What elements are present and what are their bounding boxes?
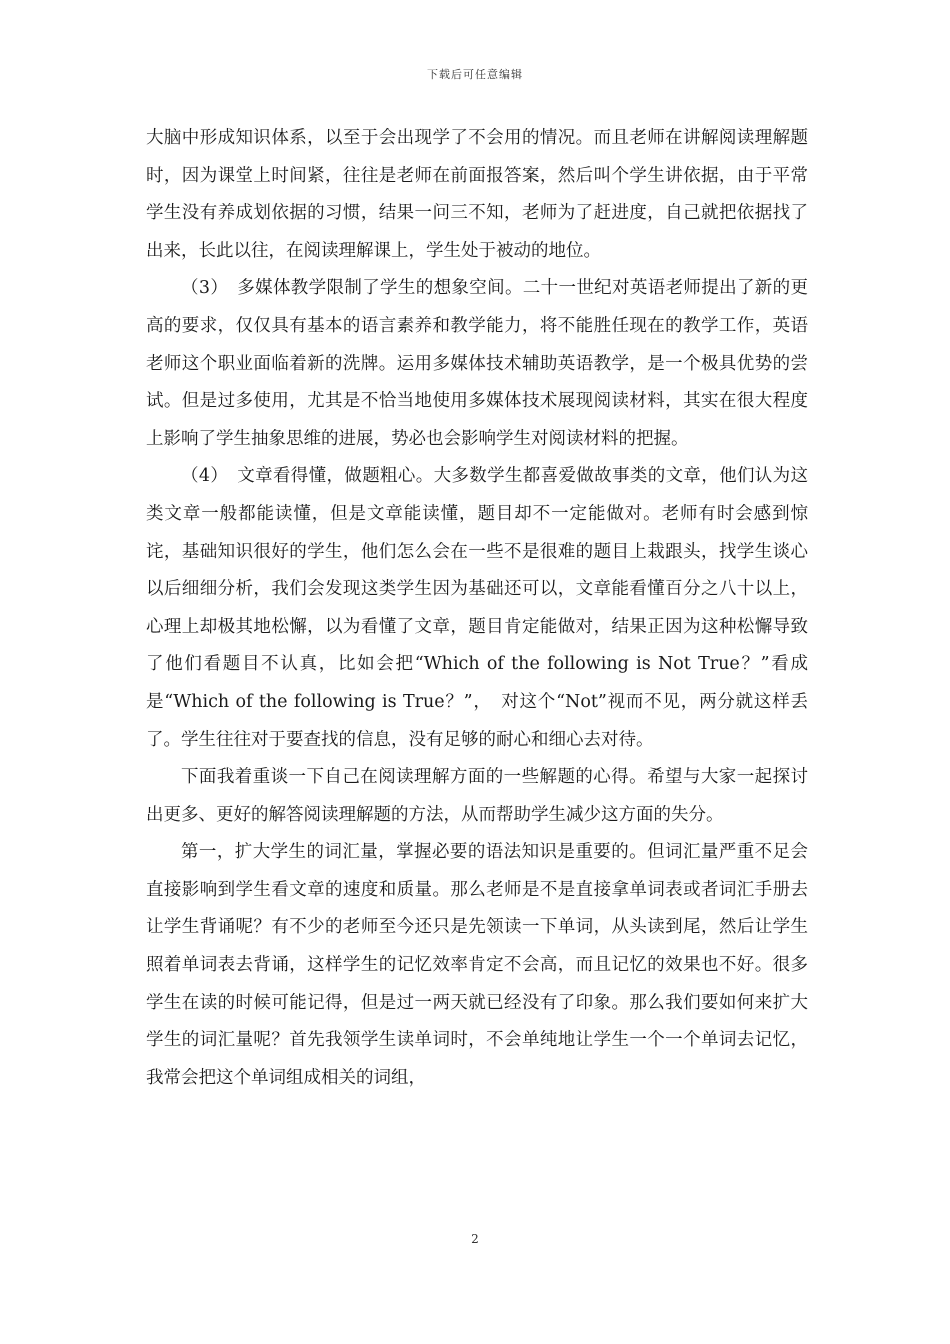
paragraph-continuation: 大脑中形成知识体系，以至于会出现学了不会用的情况。而且老师在讲解阅读理解题时，因为课堂上时间紧，往往是老师在前面报答案，然后叫个学生讲依据，由于平常学生没有养成划依据的习惯，结果一问三不知，老师为了赶进度，自己就把依据找了出来，长此以往，在阅读理解课上，学生处于被动的地位。 [146, 128, 808, 261]
paragraph-item-3: （3） 多媒体教学限制了学生的想象空间。二十一世纪对英语老师提出了新的更高的要求，仅仅具有基本的语言素养和教学能力，将不能胜任现在的教学工作，英语老师这个职业面临着新的洗牌。运用多媒体技术辅助英语教学，是一个极具优势的尝试。但是过多使用，尤其是不恰当地使用多媒体技术展现阅读材料，其实在很大程度上影响了学生抽象思维的进展，势必也会影响学生对阅读材料的把握。 [146, 278, 808, 449]
paragraph-intro: 下面我着重谈一下自己在阅读理解方面的一些解题的心得。希望与大家一起探讨出更多、更好的解答阅读理解题的方法，从而帮助学生减少这方面的失分。 [146, 767, 808, 825]
paragraph-item-4: （4） 文章看得懂，做题粗心。大多数学生都喜爱做故事类的文章，他们认为这类文章一般都能读懂，但是文章能读懂，题目却不一定能做对。老师有时会感到惊诧，基础知识很好的学生，他们怎么会在一些不是很难的题目上栽跟头，找学生谈心以后细细分析，我们会发现这类学生因为基础还可以，文章能看懂百分之八十以上，心理上却极其地松懈，以为看懂了文章，题目肯定能做对，结果正因为这种松懈导致了他们看题目不认真，比如会把“Which of the following is Not True？”看成是“Which of the following is True？”， 对这个“Not”视而不见，两分就这样丢了。学生往往对于要查找的信息，没有足够的耐心和细心去对待。 [146, 466, 808, 750]
paragraph-first-point: 第一，扩大学生的词汇量，掌握必要的语法知识是重要的。但词汇量严重不足会直接影响到学生看文章的速度和质量。那么老师是不是直接拿单词表或者词汇手册去让学生背诵呢？有不少的老师至今还只是先领读一下单词，从头读到尾，然后让学生照着单词表去背诵，这样学生的记忆效率肯定不会高，而且记忆的效果也不好。很多学生在读的时候可能记得，但是过一两天就已经没有了印象。那么我们要如何来扩大学生的词汇量呢？首先我领学生读单词时，不会单纯地让学生一个一个单词去记忆，我常会把这个单词组成相关的词组， [146, 842, 808, 1088]
page-header: 下载后可任意编辑 [427, 68, 523, 81]
document-body [146, 120, 808, 1097]
page-number: 2 [471, 1232, 479, 1246]
